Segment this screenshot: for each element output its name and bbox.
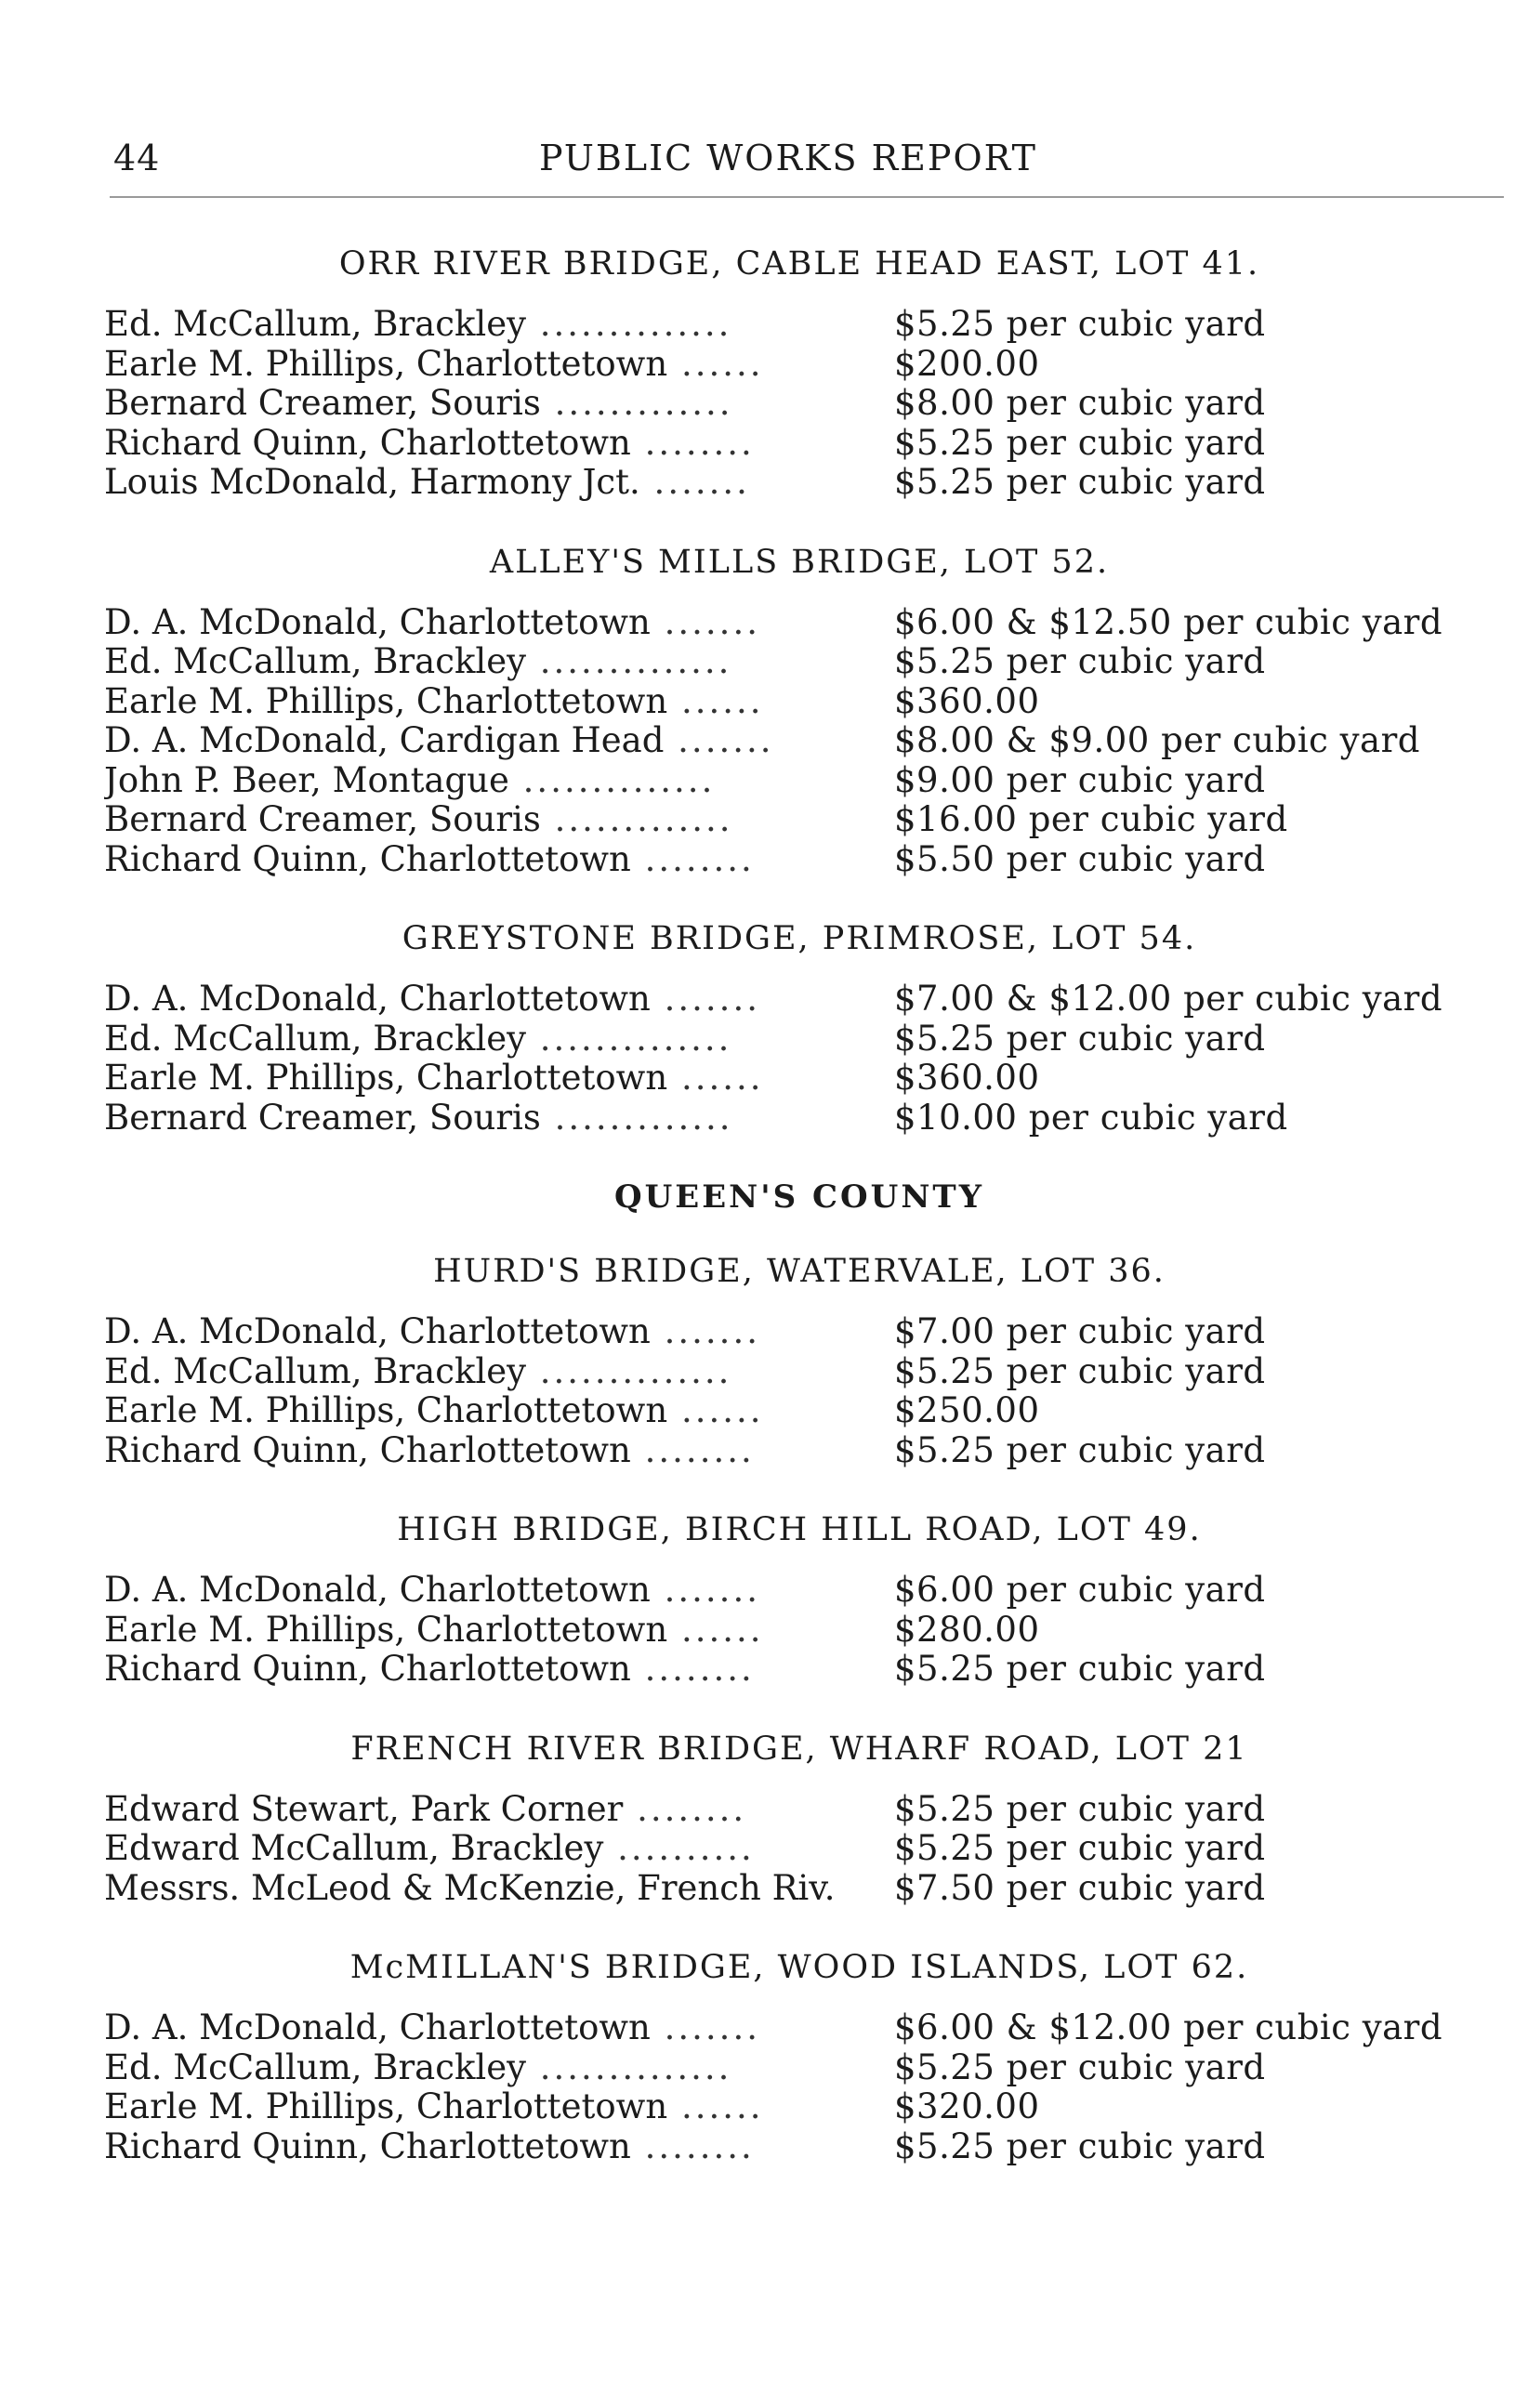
bidder-name: Earle M. Phillips, Charlottetown <box>104 344 668 384</box>
dot-leader: ...... <box>667 1059 764 1098</box>
bidder-name: Earle M. Phillips, Charlottetown <box>104 1610 668 1650</box>
bidder-cell <box>104 1431 885 1471</box>
bidder-cell <box>104 1829 885 1869</box>
page-header <box>113 138 1498 184</box>
dot-leader: ...... <box>667 1391 764 1430</box>
bidder-cell <box>104 384 885 424</box>
bridge-section <box>93 1947 1506 2166</box>
bid-list <box>93 2008 1506 2166</box>
bridge-section <box>93 1251 1506 1470</box>
bidder-cell <box>104 1869 885 1909</box>
bidder-cell <box>104 800 885 840</box>
bidder-name: Edward Stewart, Park Corner <box>104 1789 624 1829</box>
bidder-cell <box>104 603 885 643</box>
bid-amount: $8.00 & $9.00 per cubic yard <box>894 720 1420 760</box>
bid-row <box>93 1571 1506 1611</box>
bid-row <box>93 603 1506 643</box>
bid-amount: $200.00 <box>894 343 1040 384</box>
bid-amount: $5.25 per cubic yard <box>894 462 1266 502</box>
bidder-cell <box>104 682 885 722</box>
bid-amount: $5.25 per cubic yard <box>894 1828 1266 1868</box>
bid-amount: $360.00 <box>894 680 1040 721</box>
dot-leader: ....... <box>650 1312 760 1351</box>
bid-amount: $10.00 per cubic yard <box>894 1097 1288 1138</box>
bidder-cell <box>104 1312 885 1352</box>
bid-row <box>93 1431 1506 1471</box>
dot-leader: ........ <box>630 2126 755 2166</box>
bridge-section <box>93 1509 1506 1690</box>
county-heading: QUEEN'S COUNTY <box>614 1178 984 1216</box>
bid-row <box>93 761 1506 801</box>
bidder-cell <box>104 1099 885 1138</box>
dot-leader: ....... <box>650 602 760 642</box>
bidder-cell <box>104 424 885 464</box>
bidder-name: Richard Quinn, Charlottetown <box>104 2126 631 2166</box>
dot-leader: ........ <box>630 1650 755 1689</box>
bid-row <box>93 305 1506 345</box>
dot-leader: .............. <box>526 1019 732 1059</box>
bid-row <box>93 1790 1506 1830</box>
bidder-cell <box>104 2008 885 2048</box>
bridge-section <box>93 542 1506 880</box>
bid-row <box>93 463 1506 503</box>
bid-list <box>93 603 1506 880</box>
bid-row <box>93 384 1506 424</box>
bid-amount: $280.00 <box>894 1609 1040 1650</box>
bid-amount: $5.25 per cubic yard <box>894 641 1266 681</box>
bid-amount: $6.00 per cubic yard <box>894 1570 1266 1610</box>
bidder-cell <box>104 1571 885 1611</box>
bid-row <box>93 2048 1506 2088</box>
bidder-cell <box>104 840 885 880</box>
bid-row <box>93 1650 1506 1690</box>
bidder-name: Earle M. Phillips, Charlottetown <box>104 1059 668 1098</box>
bid-amount: $5.25 per cubic yard <box>894 1429 1266 1470</box>
bid-row <box>93 345 1506 385</box>
page-number: 44 <box>113 138 161 178</box>
bid-row <box>93 1829 1506 1869</box>
bridge-section <box>93 1729 1506 1909</box>
bid-row <box>93 721 1506 761</box>
bidder-name: Messrs. McLeod & McKenzie, French Riv. <box>104 1868 836 1908</box>
bidder-cell <box>104 2087 885 2127</box>
header-rule <box>110 196 1504 198</box>
bidder-cell <box>104 2127 885 2167</box>
bidder-name: D. A. McDonald, Charlottetown <box>104 2008 651 2047</box>
bid-list <box>93 1790 1506 1909</box>
bid-row <box>93 2008 1506 2048</box>
bid-list <box>93 1571 1506 1690</box>
bid-row <box>93 2127 1506 2167</box>
bidder-cell <box>104 1352 885 1392</box>
bid-row <box>93 1099 1506 1138</box>
bridge-title: ORR RIVER BRIDGE, CABLE HEAD EAST, LOT 41. <box>338 245 1260 283</box>
bidder-cell <box>104 721 885 761</box>
bidder-cell <box>104 345 885 385</box>
bidder-name: Bernard Creamer, Souris <box>104 800 541 839</box>
bid-amount: $6.00 & $12.00 per cubic yard <box>894 2007 1443 2047</box>
bidder-name: Earle M. Phillips, Charlottetown <box>104 1391 668 1430</box>
dot-leader: ............. <box>540 800 733 839</box>
bidder-cell <box>104 1059 885 1099</box>
running-title: PUBLIC WORKS REPORT <box>539 138 1037 178</box>
dot-leader: ...... <box>667 344 764 384</box>
bid-amount: $5.25 per cubic yard <box>894 304 1266 344</box>
dot-leader: .............. <box>526 1351 732 1391</box>
bidder-name: D. A. McDonald, Charlottetown <box>104 1312 651 1351</box>
bid-amount: $5.25 per cubic yard <box>894 1018 1266 1059</box>
bidder-name: Richard Quinn, Charlottetown <box>104 1430 631 1470</box>
bridge-title: FRENCH RIVER BRIDGE, WHARF ROAD, LOT 21 <box>350 1730 1248 1768</box>
dot-leader: ........ <box>623 1789 747 1829</box>
bridge-section <box>93 918 1506 1138</box>
bid-list <box>93 305 1506 503</box>
bidder-name: Richard Quinn, Charlottetown <box>104 1650 631 1689</box>
bidder-cell <box>104 1391 885 1431</box>
bidder-cell <box>104 980 885 1020</box>
bidder-cell <box>104 1650 885 1690</box>
bid-row <box>93 424 1506 464</box>
dot-leader: ....... <box>664 721 774 760</box>
bridge-title: ALLEY'S MILLS BRIDGE, LOT 52. <box>489 543 1110 581</box>
bid-amount: $5.50 per cubic yard <box>894 838 1266 879</box>
bid-amount: $5.25 per cubic yard <box>894 2125 1266 2166</box>
bidder-cell <box>104 1020 885 1059</box>
bid-list <box>93 980 1506 1138</box>
bid-amount: $360.00 <box>894 1058 1040 1098</box>
bid-amount: $5.25 per cubic yard <box>894 1649 1266 1689</box>
dot-leader: ....... <box>650 1571 760 1610</box>
dot-leader: ....... <box>650 980 760 1019</box>
bid-row <box>93 1312 1506 1352</box>
bidder-name: Ed. McCallum, Brackley <box>104 642 527 681</box>
bidder-name: Bernard Creamer, Souris <box>104 1098 541 1138</box>
bidder-cell <box>104 1790 885 1830</box>
dot-leader: .............. <box>526 642 732 681</box>
bid-row <box>93 980 1506 1020</box>
bid-row <box>93 1869 1506 1909</box>
bidder-cell <box>104 2048 885 2088</box>
bid-amount: $7.00 per cubic yard <box>894 1311 1266 1351</box>
dot-leader: ............. <box>540 384 733 423</box>
dot-leader: ........ <box>630 423 755 463</box>
dot-leader: ....... <box>639 463 750 502</box>
bidder-name: Edward McCallum, Brackley <box>104 1829 604 1868</box>
bidder-name: John P. Beer, Montague <box>104 760 509 800</box>
bidder-name: Ed. McCallum, Brackley <box>104 2047 527 2087</box>
bid-amount: $8.00 per cubic yard <box>894 383 1266 423</box>
bidder-name: Richard Quinn, Charlottetown <box>104 423 631 463</box>
dot-leader: ............. <box>540 1098 733 1138</box>
bid-amount: $5.25 per cubic yard <box>894 2046 1266 2087</box>
bid-row <box>93 642 1506 682</box>
bid-amount: $6.00 & $12.50 per cubic yard <box>894 601 1443 642</box>
bidder-cell <box>104 1611 885 1651</box>
bidder-name: D. A. McDonald, Charlottetown <box>104 602 651 642</box>
bidder-cell <box>104 463 885 503</box>
bidder-name: Ed. McCallum, Brackley <box>104 1019 527 1059</box>
bid-amount: $9.00 per cubic yard <box>894 759 1266 800</box>
bidder-cell <box>104 642 885 682</box>
bidder-name: Ed. McCallum, Brackley <box>104 1351 527 1391</box>
dot-leader: .............. <box>526 305 732 344</box>
bidder-name: Earle M. Phillips, Charlottetown <box>104 681 668 721</box>
bid-amount: $16.00 per cubic yard <box>894 799 1288 839</box>
bid-row <box>93 840 1506 880</box>
bidder-name: D. A. McDonald, Charlottetown <box>104 980 651 1019</box>
bid-amount: $5.25 per cubic yard <box>894 1350 1266 1391</box>
dot-leader: ....... <box>650 2008 760 2047</box>
bidder-cell <box>104 761 885 801</box>
bidder-name: Bernard Creamer, Souris <box>104 384 541 423</box>
bid-row <box>93 2087 1506 2127</box>
dot-leader: ........ <box>630 839 755 879</box>
dot-leader: ...... <box>667 681 764 721</box>
bid-list <box>93 1312 1506 1470</box>
bridge-title: GREYSTONE BRIDGE, PRIMROSE, LOT 54. <box>402 920 1197 957</box>
bid-row <box>93 682 1506 722</box>
bid-amount: $7.50 per cubic yard <box>894 1867 1266 1908</box>
bid-row <box>93 1352 1506 1392</box>
bid-row <box>93 1391 1506 1431</box>
bid-row <box>93 1059 1506 1099</box>
bidder-name: Earle M. Phillips, Charlottetown <box>104 2087 668 2126</box>
bidder-name: D. A. McDonald, Charlottetown <box>104 1571 651 1610</box>
bidder-name: D. A. McDonald, Cardigan Head <box>104 721 665 760</box>
bidder-name: Louis McDonald, Harmony Jct. <box>104 463 640 502</box>
bidder-name: Richard Quinn, Charlottetown <box>104 839 631 879</box>
bid-row <box>93 1611 1506 1651</box>
bid-row <box>93 1020 1506 1059</box>
bid-amount: $5.25 per cubic yard <box>894 1788 1266 1829</box>
dot-leader: .............. <box>508 760 716 800</box>
dot-leader: ........ <box>630 1430 755 1470</box>
bridge-title: McMILLAN'S BRIDGE, WOOD ISLANDS, LOT 62. <box>349 1949 1249 1986</box>
bid-amount: $7.00 & $12.00 per cubic yard <box>894 979 1443 1019</box>
bridge-title: HURD'S BRIDGE, WATERVALE, LOT 36. <box>433 1253 1166 1290</box>
bid-amount: $320.00 <box>894 2086 1040 2126</box>
bidder-name: Ed. McCallum, Brackley <box>104 305 527 344</box>
dot-leader: .............. <box>526 2047 732 2087</box>
bid-amount: $250.00 <box>894 1390 1040 1430</box>
document-body <box>93 243 1506 2205</box>
bridge-section <box>93 243 1506 503</box>
bid-amount: $5.25 per cubic yard <box>894 422 1266 463</box>
dot-leader: ...... <box>667 1610 764 1650</box>
bridge-title: HIGH BRIDGE, BIRCH HILL ROAD, LOT 49. <box>397 1511 1202 1548</box>
bidder-cell <box>104 305 885 345</box>
bid-row <box>93 800 1506 840</box>
dot-leader: .......... <box>603 1829 755 1868</box>
dot-leader: ...... <box>667 2087 764 2126</box>
